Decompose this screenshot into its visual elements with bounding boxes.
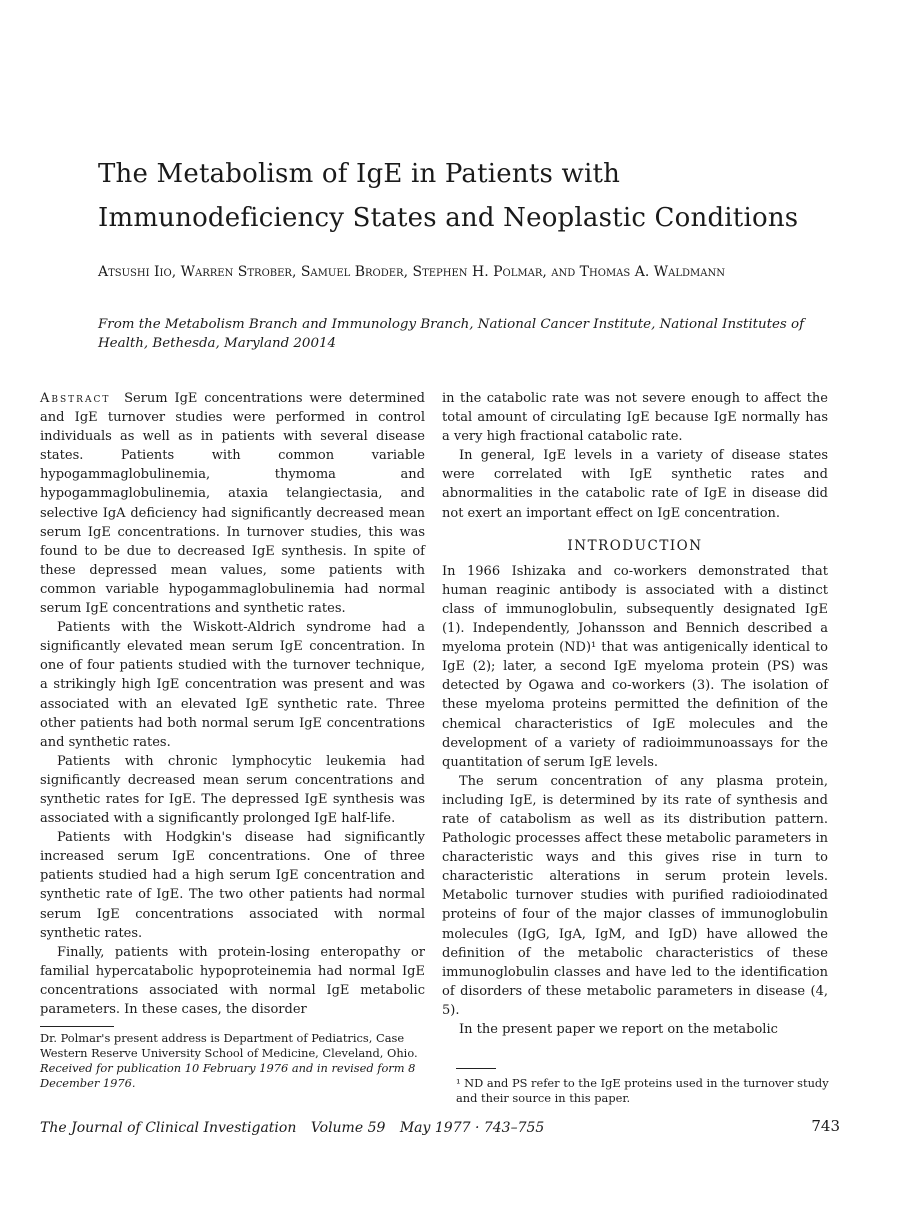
page-number: 743 xyxy=(811,1117,840,1135)
journal-volume: Volume 59 xyxy=(310,1120,386,1136)
footnote-address: Dr. Polmar's present address is Department of Pediatrics, Case Western Reserve University School of Medicine, Cleveland, Ohio. xyxy=(40,1031,418,1060)
abstract-continued-paragraph: In general, IgE levels in a variety of disease states were correlated with IgE synthetic rates and abnormalities in the catabolic rate of IgE in disease did not exert an important effect on IgE concentration. xyxy=(442,448,828,521)
footnote-nd-ps: ¹ ND and PS refer to the IgE proteins used in the turnover study and their source in this paper. xyxy=(456,1076,829,1105)
abstract-paragraph xyxy=(40,389,425,618)
abstract-paragraph: Patients with the Wiskott-Aldrich syndrome had a significantly elevated mean serum IgE concentration. In one of four patients studied with the turnover technique, a strikingly high IgE concentration was present and was associated with an elevated IgE synthetic rate. Three other patients had both normal serum IgE concentrations and synthetic rates. xyxy=(40,620,425,750)
journal-name: The Journal of Clinical Investigation xyxy=(40,1120,297,1136)
footnote-rule xyxy=(456,1068,496,1069)
abstract-continued-paragraph: in the catabolic rate was not severe enough to affect the total amount of circulating IgE because IgE normally has a very high fractional catabolic rate. xyxy=(442,391,828,445)
footnote-left xyxy=(40,1031,425,1091)
right-column xyxy=(442,389,828,1039)
abstract-label: Abstract xyxy=(40,391,111,406)
intro-paragraph: In 1966 Ishizaka and co-workers demonstrated that human reaginic antibody is associated with a distinct class of immunoglobulin, subsequently designated IgE (1). Independently, Johansson and Bennich described a myeloma protein (ND)¹ that was antigenically identical to IgE (2); later, a second IgE myeloma protein (PS) was detected by Ogawa and co-workers (3). The isolation of these myeloma proteins permitted the definition of the chemical characteristics of IgE molecules and the development of a variety of radioimmunoassays for the quantitation of serum IgE levels. xyxy=(442,563,828,770)
footnote-rule xyxy=(40,1026,114,1027)
abstract-text: Serum IgE concentrations were determined and IgE turnover studies were performed in control individuals as well as in patients with several disease states. Patients with common variable hypogammaglobulinemia, thymoma and hypogammaglobulinemia, ataxia telangiectasia, and selective IgA deficiency had significantly decreased mean serum IgE concentrations. In turnover studies, this was found to be due to decreased IgE synthesis. In spite of these depressed mean values, some patients with common variable hypogammaglobulinemia had normal serum IgE concentrations and synthetic rates. xyxy=(40,391,426,617)
abstract-paragraph: Patients with chronic lymphocytic leukemia had significantly decreased mean serum concentrations and synthetic rates for IgE. The depressed IgE synthesis was associated with a significantly prolonged IgE half-life. xyxy=(40,753,425,827)
abstract-paragraph: Patients with Hodgkin's disease had significantly increased serum IgE concentrations. One of three patients studied had a high serum IgE concentration and synthetic rate of IgE. The two other patients had normal serum IgE concentrations associated with normal synthetic rates. xyxy=(40,830,425,941)
journal-footer xyxy=(40,1118,820,1138)
section-heading-introduction: INTRODUCTION xyxy=(567,537,703,554)
abstract-paragraph: Finally, patients with protein-losing enteropathy or familial hypercatabolic hypoproteinemia had normal IgE concentrations associated with normal IgE metabolic parameters. In these cases, the disorder xyxy=(40,944,425,1017)
left-column xyxy=(40,389,425,1019)
intro-paragraph: The serum concentration of any plasma protein, including IgE, is determined by its rate of synthesis and rate of catabolism as well as its distribution pattern. Pathologic processes affect these metabolic parameters in characteristic ways and this gives rise in turn to characteristic alterations in serum protein levels. Metabolic turnover studies with purified radioiodinated proteins of four of the major classes of immunoglobulin molecules (IgG, IgA, IgM, and IgD) have allowed the definition of the metabolic characteristics of these immunoglobulin classes and have led to the identification of disorders of these metabolic parameters in disease (4, 5). xyxy=(442,773,828,1018)
author-list: Atsushi Iio, Warren Strober, Samuel Broder, Stephen H. Polmar, and Thomas A. Waldmann xyxy=(98,264,725,280)
intro-paragraph: In the present paper we report on the metabolic xyxy=(459,1022,778,1037)
footnote-received: Received for publication 10 February 1976 and in revised form 8 December 1976. xyxy=(40,1061,416,1090)
article-title: The Metabolism of IgE in Patients with Immunodeficiency States and Neoplastic Conditions xyxy=(98,159,799,233)
journal-date-pages: May 1977 · 743–755 xyxy=(399,1120,545,1136)
author-affiliation: From the Metabolism Branch and Immunology Branch, National Cancer Institute, National Institutes of Health, Bethesda, Maryland 20014 xyxy=(98,317,805,351)
